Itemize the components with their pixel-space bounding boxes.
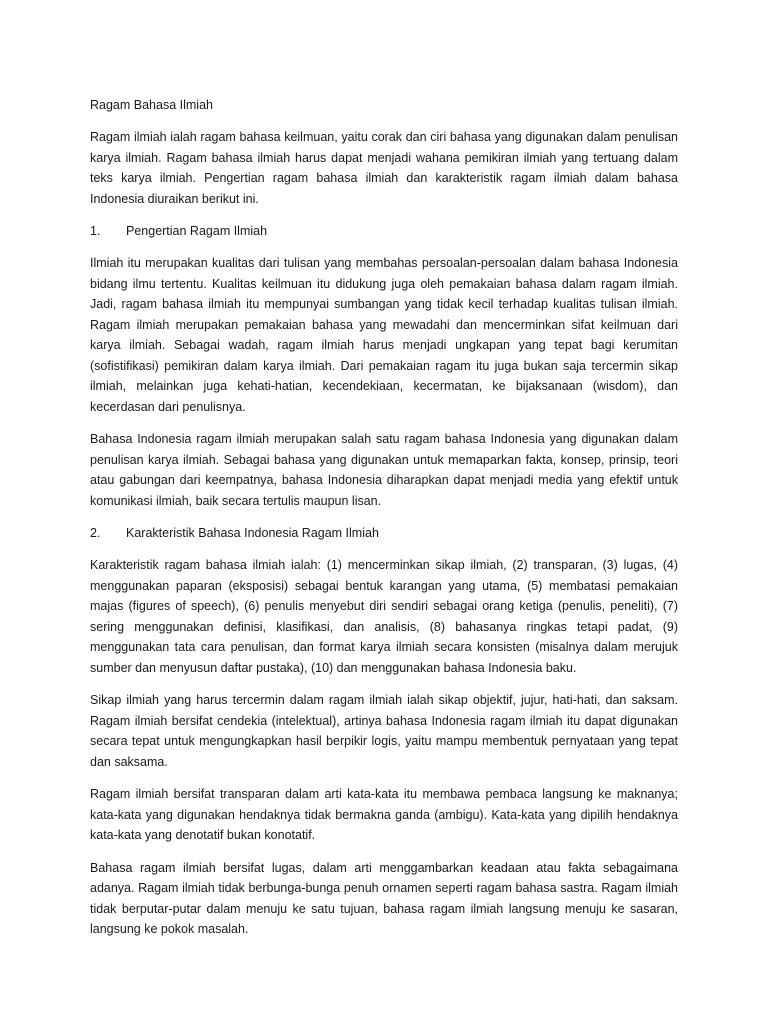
section-2-title: Karakteristik Bahasa Indonesia Ragam Ilmiah xyxy=(126,526,379,540)
section-1-paragraph: Bahasa Indonesia ragam ilmiah merupakan salah satu ragam bahasa Indonesia yang digunakan dalam penulisan karya ilmiah. Sebagai bahasa yang digunakan untuk memaparkan fakta, konsep, prinsip, teori atau gabungan dari keempatnya, bahasa Indonesia diharapkan dapat menjadi media yang efektif untuk komunikasi ilmiah, baik secara tertulis maupun lisan. xyxy=(90,432,678,508)
intro-paragraph: Ragam ilmiah ialah ragam bahasa keilmuan, yaitu corak dan ciri bahasa yang digunakan dalam penulisan karya ilmiah. Ragam bahasa ilmiah harus dapat menjadi wahana pemikiran ilmiah yang tertuang dalam teks karya ilmiah. Pengertian ragam bahasa ilmiah dan karakteristik ragam ilmiah dalam bahasa Indonesia diuraikan berikut ini. xyxy=(90,130,678,206)
section-2-number: 2. xyxy=(90,526,101,540)
section-1-paragraph: Ilmiah itu merupakan kualitas dari tulisan yang membahas persoalan-persoalan dalam bahasa Indonesia bidang ilmu tertentu. Kualitas keilmuan itu didukung juga oleh pemakaian bahasa dalam ragam ilmiah. Jadi, ragam bahasa ilmiah itu mempunyai sumbangan yang tidak kecil terhadap kualitas tulisan ilmiah. Ragam ilmiah merupakan pemakaian bahasa yang mewadahi dan mencerminkan sifat keilmuan dari karya ilmiah. Sebagai wadah, ragam ilmiah harus menjadi ungkapan yang tepat bagi kerumitan (sofistifikasi) pemikiran dalam karya ilmiah. Dari pemakaian ragam itu juga bukan saja tercermin sikap ilmiah, melainkan juga kehati-hatian, kecendekiaan, kecermatan, ke bijaksanaan (wisdom), dan kecerdasan dari penulisnya. xyxy=(90,256,678,414)
section-2-paragraph: Karakteristik ragam bahasa ilmiah ialah: (1) mencerminkan sikap ilmiah, (2) transparan, (3) lugas, (4) menggunakan paparan (eksposisi) sebagai bentuk karangan yang utama, (5) membatasi pemakaian majas (figures of speech), (6) penulis menyebut diri sendiri sebagai orang ketiga (penulis, peneliti), (7) sering menggunakan definisi, klasifikasi, dan analisis, (8) bahasanya ringkas tetapi padat, (9) menggunakan tata cara penulisan, dan format karya ilmiah secara konsisten (misalnya dalam merujuk sumber dan menyusun daftar pustaka), (10) dan menggunakan bahasa Indonesia baku. xyxy=(90,558,678,675)
section-1-title: Pengertian Ragam Ilmiah xyxy=(126,224,268,238)
section-2-paragraph: Bahasa ragam ilmiah bersifat lugas, dalam arti menggambarkan keadaan atau fakta sebagaimana adanya. Ragam ilmiah tidak berbunga-bunga penuh ornamen seperti ragam bahasa sastra. Ragam ilmiah tidak berputar-putar dalam menuju ke satu tujuan, bahasa ragam ilmiah langsung menuju ke sasaran, langsung ke pokok masalah. xyxy=(90,860,678,936)
document-title: Ragam Bahasa Ilmiah xyxy=(90,98,213,112)
section-1-heading xyxy=(90,221,678,241)
section-1-number: 1. xyxy=(90,224,101,238)
section-2-paragraph: Ragam ilmiah bersifat transparan dalam arti kata-kata itu membawa pembaca langsung ke maknanya; kata-kata yang digunakan hendaknya tidak bermakna ganda (ambigu). Kata-kata yang dipilih hendaknya kata-kata yang denotatif bukan konotatif. xyxy=(90,787,678,842)
section-2-paragraph: Sikap ilmiah yang harus tercermin dalam ragam ilmiah ialah sikap objektif, jujur, hati-hati, dan saksam. Ragam ilmiah bersifat cendekia (intelektual), artinya bahasa Indonesia ragam ilmiah itu dapat digunakan secara tepat untuk mengungkapkan hasil berpikir logis, yaitu mampu membentuk pernyataan yang tepat dan saksama. xyxy=(90,693,678,769)
section-2-heading xyxy=(90,523,678,543)
